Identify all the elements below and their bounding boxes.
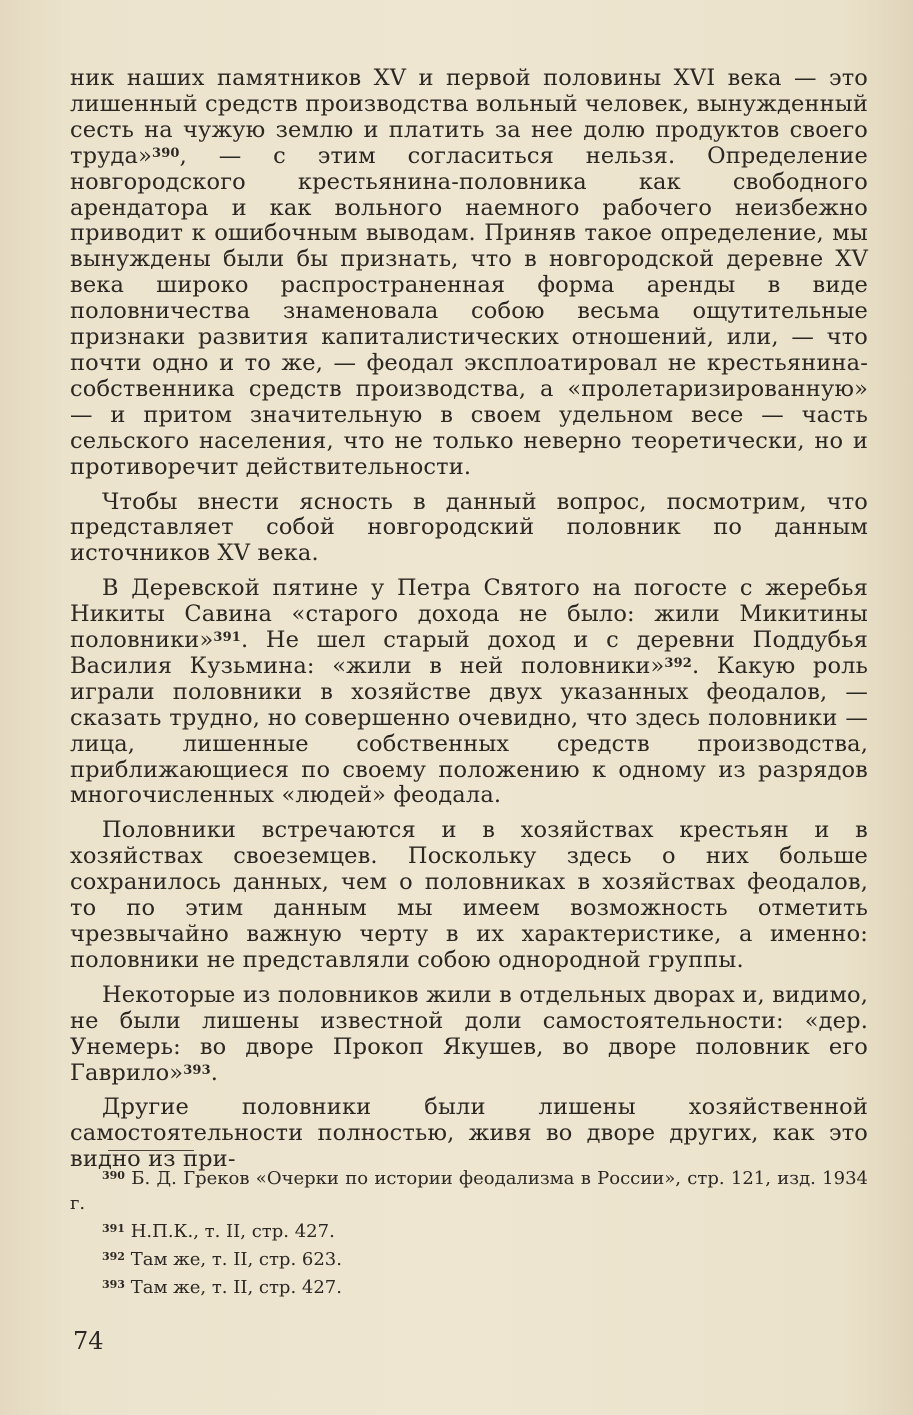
- footnote-ref-393[interactable]: 393: [183, 1062, 211, 1078]
- footnotes: [70, 1166, 868, 1303]
- footnote-ref-390[interactable]: 390: [152, 145, 180, 161]
- footnote-ref-392[interactable]: 392: [664, 655, 692, 671]
- paragraph-6: Другие половники были лишены хозяйственной самостоятельности полностью, живя во дворе других, как это видно из при-: [70, 1094, 868, 1173]
- body-text: [70, 66, 868, 1182]
- paragraph-4: Половники встречаются и в хозяйствах крестьян и в хозяйствах своеземцев. Поскольку здесь о них больше сохранилось данных, чем о половниках в хозяйствах феодалов, то по этим данным мы имеем возможность отметить чрезвычайно важную черту в их характеристике, а именно: половники не представляли собою однородной группы.: [70, 817, 868, 973]
- page-number: 74: [73, 1327, 104, 1355]
- footnote-divider: [108, 1150, 194, 1151]
- footnote-390: $^{390}$ Б. Д. Греков «Очерки по истории феодализма в России», стр. 121, изд. 1934 г.: [70, 1168, 868, 1214]
- footnote-393: $^{393}$ Там же, т. II, стр. 427.: [102, 1277, 342, 1298]
- paragraph-1: ник наших памятников XV и первой половины XVI века — это лишенный средств производства вольный человек, вынужденный сесть на чужую землю и платить за нее долю продуктов своего труда»$^{390}$, — с этим согласиться нельзя. Определение новгородского крестьянина-половника как свободного арендатора и как вольного наемного рабочего неизбежно приводит к ошибочным выводам. Приняв такое определение, мы вынуждены были бы признать, что в новгородской деревне XV века широко распространенная форма аренды в виде половничества знаменовала собою весьма ощутительные признаки развития капиталистических отношений, или, — что почти одно и то же, — феодал эксплоатировал не крестьянина-собственника средств производства, а «пролетаризированную» — и притом значительную в своем удельном весе — часть сельского населения, что не только неверно теоретически, но и противоречит действительности.: [70, 65, 868, 480]
- footnote-391: $^{391}$ Н.П.К., т. II, стр. 427.: [102, 1221, 335, 1242]
- footnote-392: $^{392}$ Там же, т. II, стр. 623.: [102, 1249, 342, 1270]
- footnote-ref-391[interactable]: 391: [213, 630, 241, 646]
- paragraph-3: В Деревской пятине у Петра Святого на погосте с жеребья Никиты Савина «старого дохода не было: жили Микитины половники»$^{391}$. Не шел старый доход и с деревни Поддубья Василия Кузьмина: «жили в ней половники»$^{392}$. Какую роль играли половники в хозяйстве двух указанных феодалов, — сказать трудно, но совершенно очевидно, что здесь половники — лица, лишенные собственных средств производства, приближающиеся по своему положению к одному из разрядов многочисленных «людей» феодала.: [70, 575, 869, 809]
- paragraph-5: Некоторые из половников жили в отдельных дворах и, видимо, не были лишены известной доли самостоятельности: «дер. Унемерь: во дворе Прокоп Якушев, во дворе половник его Гаврило»$^{393}$.: [70, 981, 868, 1086]
- paragraph-2: Чтобы внести ясность в данный вопрос, посмотрим, что представляет собой новгородский половник по данным источников XV века.: [70, 488, 868, 567]
